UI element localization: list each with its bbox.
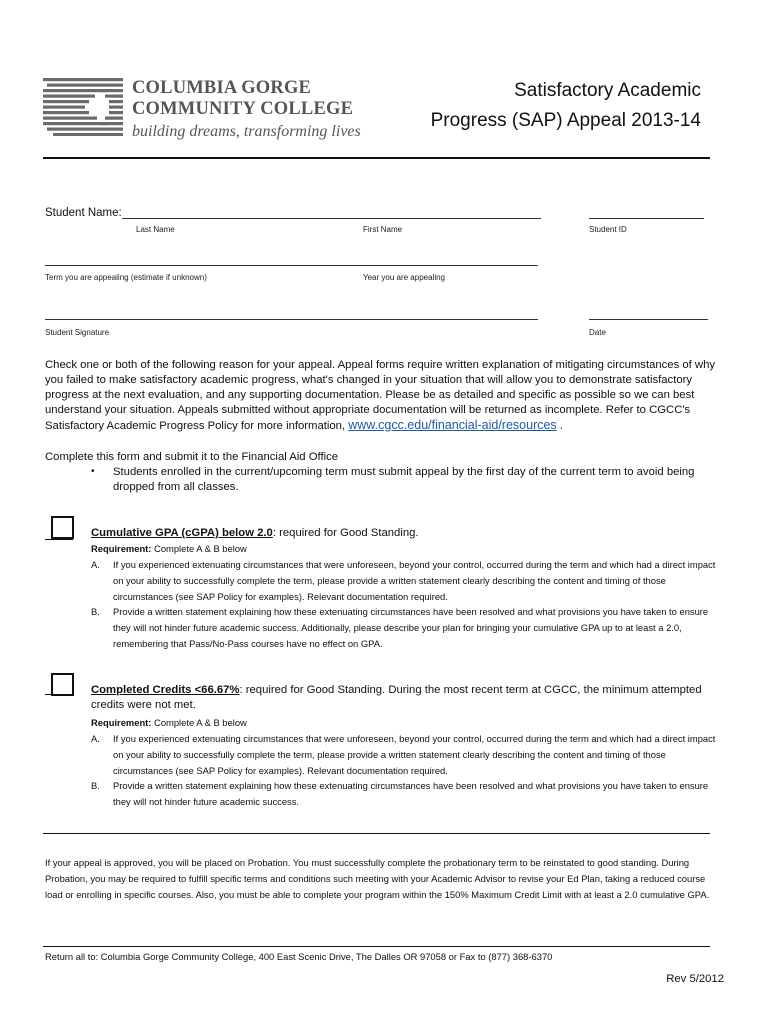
credits-heading: Completed Credits <66.67%: required for Good Standing. During the most recent term at CGCC, the minimum attempted credits were not met. (91, 684, 702, 711)
college-tagline: building dreams, transforming lives (132, 123, 361, 140)
last-name-label: Last Name (136, 225, 175, 234)
probation-divider (43, 833, 710, 834)
return-address: Return all to: Columbia Gorge Community College, 400 East Scenic Drive, The Dalles OR 97058 or Fax to (877) 368-6370 (45, 951, 553, 962)
gpa-item-a: If you experienced extenuating circumstances that were unforeseen, beyond your control, occurred during the term and which had a direct impact on your ability to successfully complete the term, please provide a written statement clearly describing the content and timing of those circumstances (see SAP Policy for examples). Relevant documentation required. (113, 559, 716, 602)
form-title-line2: Progress (SAP) Appeal 2013-14 (430, 110, 701, 131)
signature-label: Student Signature (45, 328, 110, 337)
gpa-item-b-letter: B. (91, 606, 100, 617)
year-label: Year you are appealing (363, 273, 445, 282)
form-title-line1: Satisfactory Academic (514, 80, 701, 101)
student-id-field[interactable] (589, 218, 704, 219)
college-name-line2: COMMUNITY COLLEGE (132, 99, 354, 119)
bullet-icon: • (91, 466, 95, 477)
credits-requirement: Requirement: Complete A & B below (91, 717, 247, 728)
college-name-line1: COLUMBIA GORGE (132, 78, 312, 98)
credits-checkbox[interactable] (51, 673, 74, 696)
gpa-checkbox-underline (45, 539, 73, 540)
gpa-item-b: Provide a written statement explaining how these extenuating circumstances have been resolved and what provisions you have taken to ensure they will not hinder future academic success. Additionally, please describe your plan for bringing your cumulative GPA up to at least a 2.0, remembering that Pass/No-Pass courses have no effect on GPA. (113, 606, 709, 649)
date-field[interactable] (589, 319, 708, 320)
submit-instruction: Complete this form and submit it to the Financial Aid Office (45, 451, 339, 463)
footer-divider (43, 946, 710, 947)
deadline-bullet: Students enrolled in the current/upcoming term must submit appeal by the first day of the current term to avoid being dropped from all classes. (113, 466, 695, 493)
resources-link[interactable]: www.cgcc.edu/financial-aid/resources (348, 417, 557, 432)
signature-field[interactable] (45, 319, 538, 320)
gpa-requirement: Requirement: Complete A & B below (91, 543, 247, 554)
student-name-field[interactable] (122, 218, 541, 219)
intro-paragraph: Check one or both of the following reason for your appeal. Appeal forms require written explanation of mitigating circumstances of why you failed to make satisfactory academic progress, what's changed in your situation that will allow you to demonstrate satisfactory progress at the next evaluation, and any supporting documentation. Please be as detailed and specific as possible so we can best understand your situation. Appeals submitted without appropriate documentation will be returned as incomplete. Refer to CGCC's Satisfactory Academic Progress Policy for more information, www.cgcc.edu/financial-aid/resources . (45, 359, 716, 432)
credits-item-b: Provide a written statement explaining how these extenuating circumstances have been resolved and what provisions you have taken to ensure they will not hinder future academic success. (113, 780, 709, 807)
credits-item-a-letter: A. (91, 733, 100, 744)
term-label: Term you are appealing (estimate if unknown) (45, 273, 207, 282)
student-id-label: Student ID (589, 225, 627, 234)
date-label: Date (589, 328, 606, 337)
revision-label: Rev 5/2012 (666, 973, 724, 985)
college-logo-icon (43, 78, 123, 136)
probation-notice: If your appeal is approved, you will be placed on Probation. You must successfully complete the probationary term to be reinstated to good standing. During Probation, you may be required to fulfill specific terms and conditions such meeting with your Academic Advisor to revise your Ed Plan, taking a reduced course load or enrolling in specific courses. Also, you must be able to complete your program within the 150% Maximum Credit Limit with at least a 2.0 cumulative GPA. (45, 857, 710, 900)
term-year-field[interactable] (45, 265, 538, 266)
credits-item-a: If you experienced extenuating circumstances that were unforeseen, beyond your control, occurred during the term and which had a direct impact on your ability to successfully complete the term, please provide a written statement clearly describing the content and timing of those circumstances (see SAP Policy for examples). Relevant documentation required. (113, 733, 716, 776)
gpa-checkbox[interactable] (51, 516, 74, 539)
gpa-item-a-letter: A. (91, 559, 100, 570)
credits-item-b-letter: B. (91, 780, 100, 791)
first-name-label: First Name (363, 225, 403, 234)
student-name-label: Student Name: (45, 207, 122, 219)
gpa-heading: Cumulative GPA (cGPA) below 2.0: required for Good Standing. (91, 527, 419, 539)
header-divider (43, 157, 710, 159)
credits-checkbox-underline (45, 694, 73, 695)
